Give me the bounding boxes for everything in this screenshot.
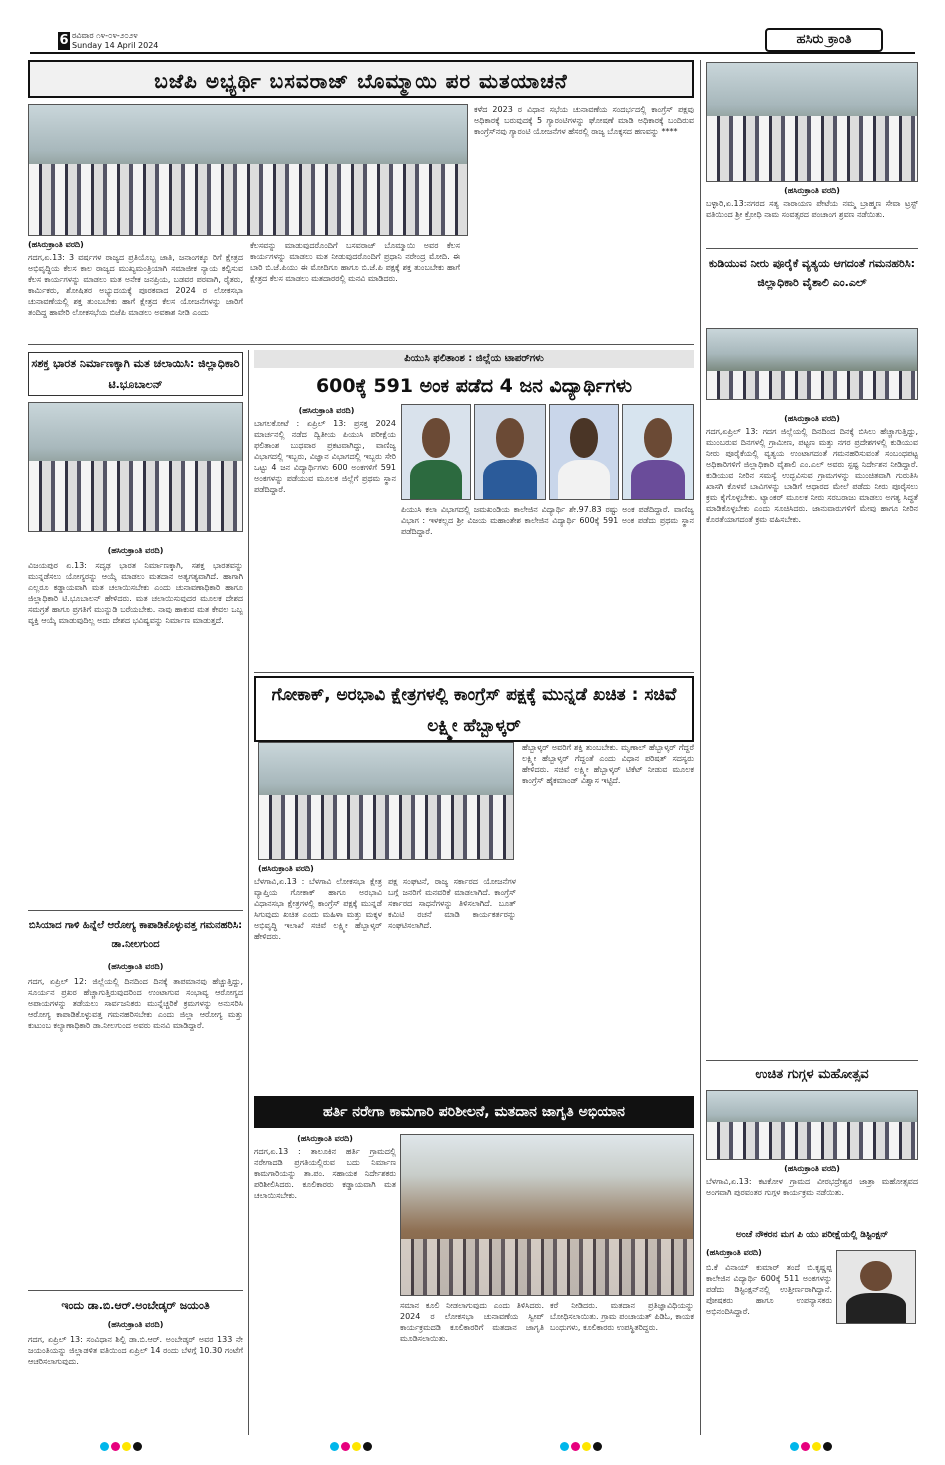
puc-kicker: ಪಿಯುಸಿ ಫಲಿತಾಂಶ : ಜಿಲ್ಲೆಯ ಟಾಪರ್‌ಗಳು (254, 350, 694, 368)
empowered-caption: (ಹಸಿರುಕ್ರಾಂತಿ ವರದಿ) (107, 546, 164, 555)
gokak-body-3: ಹೆಬ್ಬಾಳ್ಕರ್ ಅವರಿಗೆ ಶಕ್ತಿ ತುಂಬಬೇಕು. ಮೃಣಾಲ್ ಹೆಬ್ಬಾಳ್ಕರ್ ಗೆದ್ದರೆ ಲಕ್ಷ್ಮೀ ಹೆಬ್ಬಾಳ್ಕರ್ ಗೆದ್ದಂತೆ ಎಂದು ವಿಧಾನ ಪರಿಷತ್ ಸದಸ್ಯರು ಹೇಳಿದರು. ಸಚಿವೆ ಲಕ್ಷ್ಮೀ ಹೆಬ್ಬಾಳ್ಕರ್ ಟಿಕೆಟ್ ನೀಡುವ ಮೂಲಕ ಕಾಂಗ್ರೆಸ್ ಹೈಕಮಾಂಡ್ ವಿಶ್ವಾಸ ಇಟ್ಟಿದೆ. (522, 743, 694, 785)
rule (254, 672, 694, 673)
rule (700, 60, 701, 1435)
guggala-headline: ಉಚಿತ ಗುಗ್ಗಳ ಮಹೋತ್ಸವ (755, 1067, 869, 1082)
registration-marks (790, 1442, 832, 1451)
distinction-headline: ಅಂಚೆ ನೌಕರನ ಮಗ ಪಿ ಯು ಪರೀಕ್ಷೆಯಲ್ಲಿ ಡಿಸ್ಟಿಂಕ್ಷನ್ (735, 1230, 889, 1240)
rule (28, 910, 243, 911)
topper-photo-3 (549, 404, 619, 500)
water-body: ಗದಗ,ಏಪ್ರಿಲ್ 13: ಗದಗ ಜಿಲ್ಲೆಯಲ್ಲಿ ದಿನದಿಂದ ದಿನಕ್ಕೆ ಬಿಸಿಲು ಹೆಚ್ಚಾಗುತ್ತಿದ್ದು, ಮುಂಬರುವ ದಿನಗಳಲ್ಲಿ ಗ್ರಾಮೀಣ, ಪಟ್ಟಣ ಮತ್ತು ನಗರ ಪ್ರದೇಶಗಳಲ್ಲಿ ಕುಡಿಯುವ ನೀರು ಪೂರೈಕೆಯಲ್ಲಿ ವ್ಯತ್ಯಯ ಉಂಟಾಗದಂತೆ ಗಮನಹರಿಸುವಂತೆ ಸಂಬಂಧಪಟ್ಟ ಅಧಿಕಾರಿಗಳಿಗೆ ಜಿಲ್ಲಾಧಿಕಾರಿ ವೈಶಾಲಿ ಎಂ.ಎಲ್ ಅವರು ಸ್ಪಷ್ಟ ನಿರ್ದೇಶನ ನೀಡಿದ್ದಾರೆ. ಕುಡಿಯುವ ನೀರಿನ ಸಮಸ್ಯೆ ಉದ್ಭವಿಸುವ ಗ್ರಾಮಗಳನ್ನು ಮುಂಚಿತವಾಗಿ ಗುರುತಿಸಿ ಖಾಸಗಿ ಕೊಳವೆ ಬಾವಿಗಳನ್ನು ಬಾಡಿಗೆ ಆಧಾರದ ಮೇಲೆ ಪಡೆದು ನೀರು ಪೂರೈಸಲು ಕ್ರಮ ಕೈಗೊಳ್ಳಬೇಕು. ಟ್ಯಾಂಕರ್ ಮೂಲಕ ನೀರು ಸರಬರಾಜು ಮಾಡಲು ಅಗತ್ಯ ಸಿದ್ಧತೆ ಮಾಡಿಕೊಳ್ಳಬೇಕು ಎಂದು ಸೂಚಿಸಿದರು. ಜಾನುವಾರುಗಳಿಗೆ ಮೇವು ಹಾಗೂ ನೀರಿನ ಕೊರತೆಯಾಗದಂತೆ ಕ್ರಮ ವಹಿಸಬೇಕು. (706, 427, 918, 524)
rule (706, 1060, 918, 1061)
topper-photo-4 (622, 404, 694, 500)
registration-marks (100, 1442, 142, 1451)
puc-body-2: ಪಿಯುಸಿ ಕಲಾ ವಿಭಾಗದಲ್ಲಿ ಜಮಖಂಡಿಯ ಕಾಲೇಜಿನ ವಿದ್ಯಾರ್ಥಿ ಶೇ.97.83 ರಷ್ಟು ಅಂಕ ಪಡೆದಿದ್ದಾರೆ. ವಾಣಿಜ್ಯ ವಿಭಾಗ : ಇಳಕಲ್ಲದ ಶ್ರೀ ವಿಜಯ ಮಹಾಂತೇಶ ಕಾಲೇಜಿನ ವಿದ್ಯಾರ್ಥಿ 600ಕ್ಕೆ 591 ಅಂಕ ಪಡೆದು ಪ್ರಥಮ ಸ್ಥಾನ ಪಡೆದಿದ್ದಾರೆ. (401, 505, 694, 536)
brand-logo: ಹಸಿರು ಕ್ರಾಂತಿ (765, 28, 883, 52)
balari-body: ಬಳ್ಳಾರಿ,ಏ.13:ನಗರದ ಸತ್ಯ ನಾರಾಯಣ ಪೇಟೆಯ ನಮ್ಮ ಬ್ರಾಹ್ಮಣ ಸೇವಾ ಟ್ರಸ್ಟ್ ವತಿಯಿಂದ ಶ್ರೀ ಕ್ರೋಧಿ ನಾಮ ಸಂವತ್ಸರದ ಪಂಚಾಂಗ ಶ್ರವಣ ನಡೆಯಿತು. (706, 199, 918, 219)
distinction-body: ಬಿ.ಕೆ ವಿನಾಯ್ ಕುಮಾರ್ ತಂದೆ ಬಿ.ಕೃಷ್ಣಪ್ಪ ಕಾಲೇಜಿನ ವಿದ್ಯಾರ್ಥಿ 600ಕ್ಕೆ 511 ಅಂಕಗಳನ್ನು ಪಡೆದು ಡಿಸ್ಟಿಂಕ್ಷನ್‌ನಲ್ಲಿ ಉತ್ತೀರ್ಣರಾಗಿದ್ದಾನೆ. ಪೋಷಕರು ಹಾಗೂ ಉಪನ್ಯಾಸಕರು ಅಭಿನಂದಿಸಿದ್ದಾರೆ. (706, 1263, 832, 1316)
topper-photo-1 (401, 404, 471, 500)
rule (28, 344, 694, 345)
guggala-photo (706, 1090, 918, 1160)
empowered-headline: ಸಶಕ್ತ ಭಾರತ ನಿರ್ಮಾಣಕ್ಕಾಗಿ ಮತ ಚಲಾಯಿಸಿ: ಜಿಲ್ಲಾಧಿಕಾರಿ ಟಿ.ಭೂಬಾಲನ್ (28, 352, 243, 396)
dateline (72, 31, 158, 51)
registration-marks (560, 1442, 602, 1451)
gokak-photo (258, 742, 514, 860)
narega-body-2: ಸಮಾನ ಕೂಲಿ ನೀಡಲಾಗುವುದು ಎಂದು ತಿಳಿಸಿದರು. 2024 ರ ಲೋಕಸಭಾ ಚುನಾವಣೆಯ ಸ್ವೀಪ್ ಕಾರ್ಯಕ್ರಮದಡಿ ಕೂಲಿಕಾರರಿಗೆ ಮತದಾನ ಜಾಗೃತಿ ಮೂಡಿಸಲಾಯಿತು. (400, 1301, 544, 1343)
date-english: Sunday 14 April 2024 (72, 41, 159, 50)
bommai-caption: (ಹಸಿರುಕ್ರಾಂತಿ ವರದಿ) (28, 240, 84, 249)
topper-photo-2 (474, 404, 546, 500)
ambedkar-body: ಗದಗ, ಏಪ್ರಿಲ್ 13: ಸಂವಿಧಾನ ಶಿಲ್ಪಿ ಡಾ.ಬಿ.ಆರ್. ಅಂಬೇಡ್ಕರ್ ಅವರ 133 ನೇ ಜಯಂತಿಯನ್ನು ಜಿಲ್ಲಾಡಳಿತ ವತಿಯಿಂದ ಏಪ್ರಿಲ್ 14 ರಂದು ಬೆಳಗ್ಗೆ 10.30 ಗಂಟೆಗೆ ಆಚರಿಸಲಾಗುವುದು. (28, 1335, 243, 1366)
heat-body: ಗದಗ, ಏಪ್ರಿಲ್ 12: ಜಿಲ್ಲೆಯಲ್ಲಿ ದಿನದಿಂದ ದಿನಕ್ಕೆ ತಾಪಮಾನವು ಹೆಚ್ಚುತ್ತಿದ್ದು, ಸೂರ್ಯನ ಪ್ರಖರ ಹೆಚ್ಚಾಗುತ್ತಿರುವುದರಿಂದ ಉಂಟಾಗುವ ಸಂಭಾವ್ಯ ಆರೋಗ್ಯದ ಅಪಾಯಗಳನ್ನು ತಡೆಯಲು ಸಾರ್ವಜನಿಕರು ಮುನ್ನೆಚ್ಚರಿಕೆ ಕ್ರಮಗಳನ್ನು ಅನುಸರಿಸಿ ಆರೋಗ್ಯ ಕಾಪಾಡಿಕೊಳ್ಳುವತ್ತ ಗಮನಹರಿಸಬೇಕು ಎಂದು ಜಿಲ್ಲಾ ಆರೋಗ್ಯ ಮತ್ತು ಕುಟುಂಬ ಕಲ್ಯಾಣಾಧಿಕಾರಿ ಡಾ.ನೀಲಗುಂದ ಅವರು ಮನವಿ ಮಾಡಿದ್ದಾರೆ. (28, 977, 243, 1030)
bommai-body-3: ಕಳೆದ 2023 ರ ವಿಧಾನ ಸಭೆಯ ಚುನಾವಣೆಯ ಸಂದರ್ಭದಲ್ಲಿ ಕಾಂಗ್ರೆಸ್ ಪಕ್ಷವು ಅಧಿಕಾರಕ್ಕೆ ಬರುವುದಕ್ಕೆ 5 ಗ್ಯಾರಂಟಿಗಳನ್ನು ಘೋಷಣೆ ಮಾಡಿ ಅಧಿಕಾರಕ್ಕೆ ಬಂದಿರುವ ಕಾಂಗ್ರೆಸ್‌ನವು ಗ್ಯಾರಂಟಿ ಯೋಜನೆಗಳ ಹೆಸರಲ್ಲಿ ರಾಜ್ಯ ಬೊಕ್ಕಸದ ಹಣವನ್ನು **** (474, 105, 694, 136)
puc-body-1: ಬಾಗಲಕೋಟೆ : ಏಪ್ರಿಲ್ 13: ಪ್ರಸಕ್ತ 2024 ಮಾರ್ಚನಲ್ಲಿ ನಡೆದ ದ್ವಿತೀಯ ಪಿಯುಸಿ ಪರೀಕ್ಷೆಯ ಫಲಿತಾಂಶ ಬುಧವಾರ ಪ್ರಕಟವಾಗಿದ್ದು, ವಾಣಿಜ್ಯ ವಿಭಾಗದಲ್ಲಿ ಇಬ್ಬರು, ವಿಜ್ಞಾನ ವಿಭಾಗದಲ್ಲಿ ಇಬ್ಬರು ಸೇರಿ ಒಟ್ಟು 4 ಜನ ವಿದ್ಯಾರ್ಥಿಗಳು 600 ಅಂಕಗಳಿಗೆ 591 ಅಂಕಗಳನ್ನು ಪಡೆಯುವ ಮೂಲಕ ಜಿಲ್ಲೆಗೆ ಪ್ರಥಮ ಸ್ಥಾನ ಪಡೆದಿದ್ದಾರೆ. (254, 419, 396, 494)
heat-headline: ಬಿಸಿಯಾದ ಗಾಳಿ ಹಿನ್ನೆಲೆ ಆರೋಗ್ಯ ಕಾಪಾಡಿಕೊಳ್ಳುವತ್ತ ಗಮನಹರಿಸಿ: ಡಾ.ನೀಲಗುಂದ (28, 920, 243, 950)
student-portrait (836, 1250, 916, 1324)
gokak-headline: ಗೋಕಾಕ್, ಅರಭಾವಿ ಕ್ಷೇತ್ರಗಳಲ್ಲಿ ಕಾಂಗ್ರೆಸ್ ಪಕ್ಷಕ್ಕೆ ಮುನ್ನಡೆ ಖಚಿತ : ಸಚಿವೆ ಲಕ್ಷ್ಮೀ ಹೆಬ್ಬಾಳ್ಕರ್ (254, 676, 694, 742)
page-number: 6 (59, 33, 69, 48)
puc-headline: 600ಕ್ಕೆ 591 ಅಂಕ ಪಡೆದ 4 ಜನ ವಿದ್ಯಾರ್ಥಿಗಳು (315, 375, 633, 397)
bommai-headline: ಬಜೆಪಿ ಅಭ್ಯರ್ಥಿ ಬಸವರಾಜ್ ಬೊಮ್ಮಾಯಿ ಪರ ಮತಯಾಚನೆ (28, 60, 694, 98)
empowered-photo (28, 402, 243, 532)
date-kannada: ರವಿವಾರ ೧೪-೦೪-೨೦೨೪ (72, 31, 138, 40)
heat-caption: (ಹಸಿರುಕ್ರಾಂತಿ ವರದಿ) (107, 962, 164, 971)
rule (706, 248, 918, 249)
narega-body-3: ಕರೆ ನೀಡಿದರು. ಮತದಾನ ಪ್ರತಿಜ್ಞಾವಿಧಿಯನ್ನು ಬೋಧಿಸಲಾಯಿತು. ಗ್ರಾಮ ಪಂಚಾಯತ್ ಪಿಡಿಓ, ಕಾಯಕ ಬಂಧುಗಳು, ಕೂಲಿಕಾರರು ಉಪಸ್ಥಿತರಿದ್ದರು. (550, 1301, 694, 1332)
empowered-body: ವಿಜಯಪುರ ಏ.13: ಸದೃಢ ಭಾರತ ನಿರ್ಮಾಣಕ್ಕಾಗಿ, ಸಶಕ್ತ ಭಾರತವನ್ನು ಮುನ್ನಡೆಸಲು ಯೋಗ್ಯರನ್ನು ಆಯ್ಕೆ ಮಾಡಲು ಮತದಾನ ಅತ್ಯಗತ್ಯವಾಗಿದೆ. ಹಾಗಾಗಿ ಎಲ್ಲರೂ ಕಡ್ಡಾಯವಾಗಿ ಮತ ಚಲಾಯಿಸಬೇಕು ಎಂದು ಚುನಾವಣಾಧಿಕಾರಿ ಹಾಗೂ ಜಿಲ್ಲಾಧಿಕಾರಿ ಟಿ.ಭೂಬಾಲನ್ ಹೇಳಿದರು. ಮತ ಚಲಾಯಿಸುವುದರ ಮೂಲಕ ದೇಶದ ಸಮಗ್ರತೆ ಹಾಗೂ ಪ್ರಗತಿಗೆ ಮುನ್ನುಡಿ ಬರೆಯಬೇಕು. ನಾವು ಹಾಕುವ ಮತ ಕೇವಲ ಒಬ್ಬ ವ್ಯಕ್ತಿ ಆಯ್ಕೆ ಮಾಡುವುದಿಲ್ಲ ಅದು ದೇಶದ ಭವಿಷ್ಯವನ್ನು ನಿರ್ಮಾಣ ಮಾಡುತ್ತದೆ. (28, 561, 243, 625)
narega-headline: ಹರ್ತಿ ನರೇಗಾ ಕಾಮಗಾರಿ ಪರಿಶೀಲನೆ, ಮತದಾನ ಜಾಗೃತಿ ಅಭಿಯಾನ (254, 1096, 694, 1128)
water-caption: (ಹಸಿರುಕ್ರಾಂತಿ ವರದಿ) (784, 414, 840, 423)
gokak-body-1: ಬೆಳಗಾವಿ,ಏ.13 : ಬೆಳಗಾವಿ ಲೋಕಸಭಾ ಕ್ಷೇತ್ರ ವ್ಯಾಪ್ತಿಯ ಗೋಕಾಕ್ ಹಾಗೂ ಅರಭಾವಿ ವಿಧಾನಸಭಾ ಕ್ಷೇತ್ರಗಳಲ್ಲಿ ಕಾಂಗ್ರೆಸ್ ಪಕ್ಷಕ್ಕೆ ಮುನ್ನಡೆ ಸಿಗುವುದು ಖಚಿತ ಎಂದು ಮಹಿಳಾ ಮತ್ತು ಮಕ್ಕಳ ಅಭಿವೃದ್ಧಿ ಇಲಾಖೆ ಸಚಿವೆ ಲಕ್ಷ್ಮೀ ಹೆಬ್ಬಾಳ್ಕರ್ ಹೇಳಿದರು. (254, 877, 382, 941)
rule (248, 350, 249, 1435)
narega-photo (400, 1134, 694, 1296)
guggala-body: ಬೆಳಗಾವಿ,ಏ.13: ಕಟಕೋಳ ಗ್ರಾಮದ ವೀರಭದ್ರೇಶ್ವರ ಜಾತ್ರಾ ಮಹೋತ್ಸವದ ಅಂಗವಾಗಿ ಪುರವಂತರ ಗುಗ್ಗಳ ಕಾರ್ಯಕ್ರಮ ನಡೆಯಿತು. (706, 1177, 918, 1197)
ambedkar-headline: ಇಂದು ಡಾ.ಬಿ.ಆರ್.ಅಂಬೇಡ್ಕರ್ ಜಯಂತಿ (61, 1299, 210, 1312)
water-headline: ಕುಡಿಯುವ ನೀರು ಪೂರೈಕೆ ವ್ಯತ್ಯಯ ಆಗದಂತೆ ಗಮನಹರಿಸಿ: ಜಿಲ್ಲಾಧಿಕಾರಿ ವೈಶಾಲಿ ಎಂ.ಎಲ್ (708, 257, 916, 289)
water-photo (706, 328, 918, 400)
bommai-photo (28, 104, 468, 236)
ambedkar-caption: (ಹಸಿರುಕ್ರಾಂತಿ ವರದಿ) (107, 1320, 164, 1329)
bommai-body-2: ಕೆಲಸವನ್ನು ಮಾಡುವುದರೊಂದಿಗೆ ಬಸವರಾಜ್ ಬೊಮ್ಮಾಯಿ ಅವರ ಕೆಲಸ ಕಾರ್ಯಗಳನ್ನು ಮಾಡಲು ಮತ ನೀಡುವುದರೊಂದಿಗೆ ಪ್ರಧಾನಿ ನರೇಂದ್ರ ಮೋದಿ. ಈ ಬಾರಿ ಬಿ.ಜೆ.ಪಿಯು ಈ ಮೋದಿಗೂ ಹಾಗೂ ಬಿ.ಜೆ.ಪಿ ಪಕ್ಷಕ್ಕೆ ಶಕ್ತ ತುಂಬಬೇಕು ಹಾಗೆ ಕ್ಷೇತ್ರದ ಕೆಲಸ ಮಾಡಲು ಮತದಾರರಲ್ಲಿ ಮನವಿ ಮಾಡಿದರು. (250, 241, 460, 283)
gokak-caption: (ಹಸಿರುಕ್ರಾಂತಿ ವರದಿ) (258, 864, 314, 873)
gokak-body-2: ಪಕ್ಷ ಸಂಘಟನೆ, ರಾಜ್ಯ ಸರ್ಕಾರದ ಯೋಜನೆಗಳ ಬಗ್ಗೆ ಜನರಿಗೆ ಮನವರಿಕೆ ಮಾಡಲಾಗಿದೆ. ಕಾಂಗ್ರೆಸ್ ಸರ್ಕಾರದ ಸಾಧನೆಗಳನ್ನು ತಿಳಿಸಲಾಗಿದೆ. ಬೂತ್ ಕಮಿಟಿ ರಚನೆ ಮಾಡಿ ಕಾರ್ಯಕರ್ತರನ್ನು ಸಂಘಟಿಸಲಾಗಿದೆ. (388, 877, 516, 930)
bommai-body-1: ಗದಗ,ಏ.13: 3 ವರ್ಷಗಳ ರಾಜ್ಯದ ಪ್ರತಿಯೊಬ್ಬ ಜಾತಿ, ಜನಾಂಗಕ್ಕೂ ರಿಗೆ ಕ್ಷೇತ್ರದ ಅಭಿವೃದ್ಧಿಯ ಕೆಲಸ ಕಾಲ ರಾಜ್ಯದ ಮುಖ್ಯಮಂತ್ರಿಯಾಗಿ ಸಮಾಜೀಕ ನ್ಯಾಯ ಕಲ್ಪಿಸುವ ಕೆಲಸ ಕಾರ್ಯಗಳನ್ನು ಮಾಡಲು ಮತ ಅನೇಕ ಜನಪ್ರಿಯ, ಬಡವರ ಪರವಾಗಿ, ರೈತರು, ಕಾರ್ಮಿಕರು, ಶೋಷಿತರ ಅಭ್ಯುದಯಕ್ಕೆ ಪೂರಕವಾದ 2024 ರ ಲೋಕಸಭಾ ಚುನಾವಣೆಯಲ್ಲಿ ಶಕ್ತ ತುಂಬಬೇಕು ಹಾಗೆ ಕ್ಷೇತ್ರದ ಕೆಲಸ ಯೋಜನೆಗಳನ್ನು ಜಾರಿಗೆ ತಂದಿದ್ದ ಹಾವೇರಿ ಲೋಕಸಭೆಯ ಬಿಜೆಪಿ ಮಾಡಲು ಅವಕಾಶ ನೀಡಿ ಎಂದು (28, 253, 243, 317)
balari-photo (706, 62, 918, 182)
masthead-rule (30, 52, 915, 54)
distinction-caption: (ಹಸಿರುಕ್ರಾಂತಿ ವರದಿ) (706, 1248, 762, 1257)
narega-caption: (ಹಸಿರುಕ್ರಾಂತಿ ವರದಿ) (297, 1134, 353, 1143)
puc-caption: (ಹಸಿರುಕ್ರಾಂತಿ ವರದಿ) (298, 406, 355, 415)
registration-marks (330, 1442, 372, 1451)
guggala-caption: (ಹಸಿರುಕ್ರಾಂತಿ ವರದಿ) (784, 1164, 840, 1173)
balari-caption: (ಹಸಿರುಕ್ರಾಂತಿ ವರದಿ) (784, 186, 840, 195)
rule (28, 1290, 243, 1291)
narega-body-1: ಗದಗ,ಏ.13 : ತಾಲೂಕಿನ ಹರ್ತಿ ಗ್ರಾಮದಲ್ಲಿ ನರೇಗಾದಡಿ ಪ್ರಗತಿಯಲ್ಲಿರುವ ಬದು ನಿರ್ಮಾಣ ಕಾಮಗಾರಿಯನ್ನು ತಾ.ಪಂ. ಸಹಾಯಕ ನಿರ್ದೇಶಕರು ಪರಿಶೀಲಿಸಿದರು. ಕೂಲಿಕಾರರು ಕಡ್ಡಾಯವಾಗಿ ಮತ ಚಲಾಯಿಸಬೇಕು. (254, 1147, 396, 1200)
